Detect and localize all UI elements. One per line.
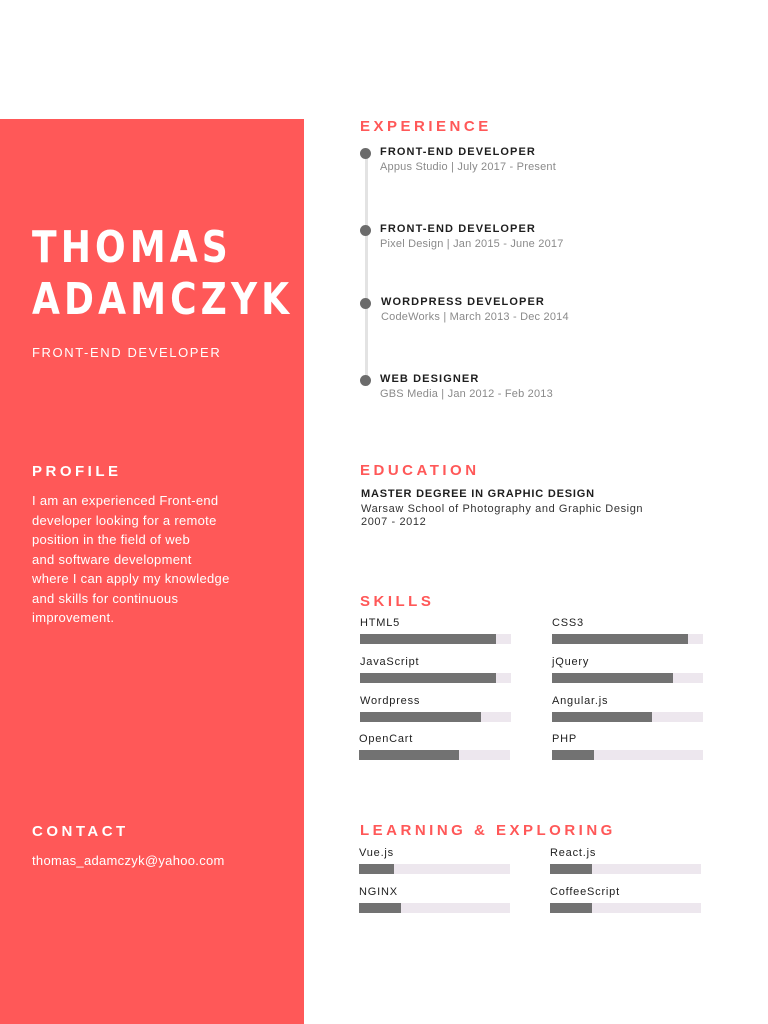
skill-bar (360, 673, 511, 683)
learning-heading: LEARNING & EXPLORING (360, 822, 616, 839)
profile-line: developer looking for a remote (32, 512, 217, 528)
timeline-dot-icon (360, 298, 371, 309)
skill-bar (552, 712, 703, 722)
learning-name: React.js (550, 847, 597, 859)
learning-name: Vue.js (359, 847, 394, 859)
experience-timeline (365, 152, 368, 386)
profile-line: position in the field of web (32, 532, 190, 547)
skill-name: HTML5 (360, 617, 401, 629)
profile-line: and skills for continuous (32, 590, 179, 606)
contact-email[interactable]: thomas_adamczyk@yahoo.com (32, 853, 225, 868)
education-years: 2007 - 2012 (361, 516, 427, 528)
skill-bar (552, 673, 703, 683)
education-degree: MASTER DEGREE IN GRAPHIC DESIGN (361, 488, 595, 500)
name-line-last: ADAMCZYK (32, 274, 294, 325)
experience-title: FRONT-END DEVELOPER (380, 223, 536, 235)
profile-line: I am an experienced Front-end (32, 493, 219, 508)
skill-name: PHP (552, 733, 578, 745)
skill-bar (359, 750, 510, 760)
skill-bar-fill (552, 673, 673, 683)
profile-line: and software development (32, 551, 192, 567)
learning-bar (550, 864, 701, 874)
profile-heading: PROFILE (32, 463, 122, 480)
skill-bar-fill (359, 750, 459, 760)
education-school: Warsaw School of Photography and Graphic Design (361, 503, 644, 515)
experience-detail: Appus Studio | July 2017 - Present (380, 161, 556, 173)
learning-bar-fill (550, 903, 592, 913)
skill-bar (360, 712, 511, 722)
skill-bar-fill (552, 712, 652, 722)
learning-bar (550, 903, 701, 913)
skill-name: OpenCart (359, 733, 414, 745)
skill-bar-fill (360, 673, 496, 683)
skill-name: JavaScript (360, 656, 420, 668)
contact-heading: CONTACT (32, 823, 129, 840)
skill-name: Angular.js (552, 695, 609, 707)
profile-line: where I can apply my knowledge (32, 571, 230, 586)
name-line-first: THOMAS (32, 222, 232, 273)
skill-bar (360, 634, 511, 644)
skill-bar-fill (552, 750, 594, 760)
experience-detail: Pixel Design | Jan 2015 - June 2017 (380, 238, 564, 250)
timeline-dot-icon (360, 225, 371, 236)
job-role: FRONT-END DEVELOPER (32, 345, 222, 360)
learning-name: NGINX (359, 886, 398, 898)
timeline-dot-icon (360, 375, 371, 386)
skill-name: Wordpress (360, 695, 421, 707)
timeline-dot-icon (360, 148, 371, 159)
experience-title: FRONT-END DEVELOPER (380, 146, 536, 158)
skill-bar (552, 634, 703, 644)
learning-bar (359, 903, 510, 913)
education-heading: EDUCATION (360, 462, 480, 479)
skill-bar-fill (360, 712, 481, 722)
skill-bar-fill (360, 634, 496, 644)
experience-title: WORDPRESS DEVELOPER (381, 296, 545, 308)
skill-name: CSS3 (552, 617, 584, 629)
experience-title: WEB DESIGNER (380, 373, 480, 385)
learning-bar-fill (359, 903, 401, 913)
skill-bar-fill (552, 634, 688, 644)
skill-name: jQuery (552, 656, 590, 668)
person-name (32, 222, 293, 326)
learning-bar-fill (359, 864, 394, 874)
learning-bar-fill (550, 864, 592, 874)
profile-line: improvement. (32, 610, 115, 625)
learning-name: CoffeeScript (550, 886, 620, 898)
experience-detail: GBS Media | Jan 2012 - Feb 2013 (380, 388, 553, 400)
profile-text (32, 491, 272, 628)
experience-detail: CodeWorks | March 2013 - Dec 2014 (381, 311, 569, 323)
experience-heading: EXPERIENCE (360, 118, 492, 135)
learning-bar (359, 864, 510, 874)
skill-bar (552, 750, 703, 760)
skills-heading: SKILLS (360, 593, 435, 610)
